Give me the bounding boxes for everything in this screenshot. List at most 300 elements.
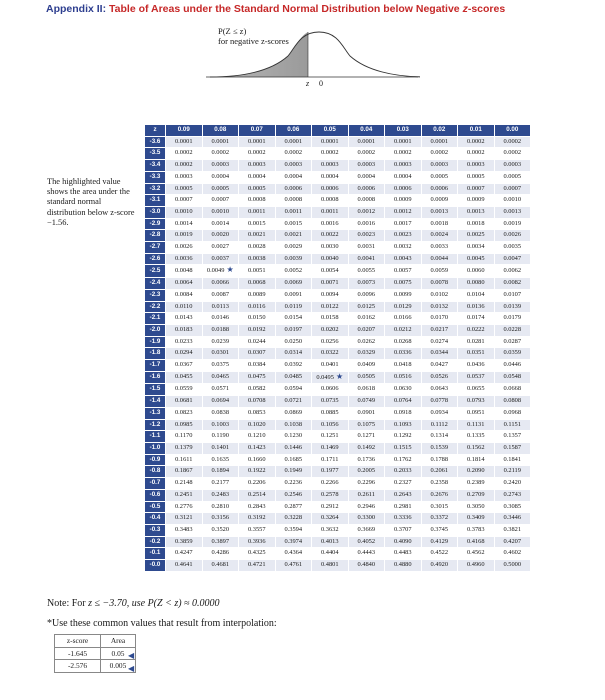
table-cell xyxy=(312,301,349,313)
table-cell xyxy=(166,407,203,419)
cell-value: 0.0004 xyxy=(393,172,412,180)
cell-value: 0.3594 xyxy=(284,525,303,533)
table-cell xyxy=(166,371,203,384)
table-cell xyxy=(421,407,458,419)
table-cell xyxy=(275,348,312,360)
table-cell xyxy=(312,454,349,466)
cell-value: 0.0228 xyxy=(503,325,522,333)
table-row xyxy=(145,313,531,325)
cell-value: 0.0250 xyxy=(284,337,303,345)
table-cell xyxy=(166,384,203,396)
cell-value: 0.3520 xyxy=(211,525,230,533)
cell-value: 0.1151 xyxy=(503,420,521,428)
cell-value: 0.3859 xyxy=(174,537,193,545)
cell-value: 0.0018 xyxy=(466,219,485,227)
table-cell xyxy=(166,171,203,183)
common-values-body xyxy=(55,647,136,672)
table-cell xyxy=(275,289,312,301)
z-row-label: -2.4 xyxy=(145,278,166,290)
table-cell xyxy=(275,230,312,242)
table-cell xyxy=(458,324,495,336)
cell-value: 0.1251 xyxy=(320,432,339,440)
z-row-label: -1.1 xyxy=(145,431,166,443)
z-row-label: -1.4 xyxy=(145,396,166,408)
table-cell xyxy=(494,324,531,336)
table-cell xyxy=(385,548,422,560)
z-row-label: -2.1 xyxy=(145,313,166,325)
area-cell: 0.005 xyxy=(101,660,136,673)
table-cell xyxy=(275,489,312,501)
cell-value: 0.0244 xyxy=(247,337,266,345)
table-cell xyxy=(421,371,458,384)
table-cell xyxy=(421,454,458,466)
cell-value: 0.0409 xyxy=(357,361,376,369)
cell-value: 0.0427 xyxy=(430,361,449,369)
table-cell xyxy=(239,253,276,265)
cell-value: 0.0003 xyxy=(393,161,412,169)
decimal-column-header: 0.01 xyxy=(458,125,495,137)
cell-value: 0.0044 xyxy=(430,254,449,262)
arrow-icon: ◀ xyxy=(128,664,135,673)
cell-value: 0.0047 xyxy=(503,254,522,262)
cell-value: 0.0013 xyxy=(430,207,449,215)
cell-value: 0.2090 xyxy=(466,467,485,475)
cell-value: 0.0003 xyxy=(320,161,339,169)
cell-value: 0.0721 xyxy=(284,397,303,405)
cell-value: 0.1020 xyxy=(247,420,266,428)
cell-value: 0.0032 xyxy=(393,243,412,251)
cell-value: 0.0256 xyxy=(320,337,339,345)
cell-value: 0.3336 xyxy=(393,514,412,522)
cell-value: 0.4286 xyxy=(211,549,230,557)
table-cell xyxy=(312,160,349,172)
table-cell xyxy=(202,206,239,218)
cell-value: 0.0287 xyxy=(503,337,522,345)
table-cell xyxy=(458,431,495,443)
cell-value: 0.0001 xyxy=(211,137,230,145)
z-row-label: -3.4 xyxy=(145,160,166,172)
z-row-label: -0.5 xyxy=(145,501,166,513)
table-cell xyxy=(275,466,312,478)
cell-value: 0.0668 xyxy=(503,385,522,393)
table-cell xyxy=(275,242,312,254)
table-cell xyxy=(458,218,495,230)
cell-value: 0.0951 xyxy=(466,408,485,416)
cell-value: 0.0040 xyxy=(320,254,339,262)
cell-value: 0.0002 xyxy=(393,149,412,157)
cell-value: 0.0618 xyxy=(357,385,376,393)
z-row-label: -1.3 xyxy=(145,407,166,419)
cell-value: 0.2005 xyxy=(357,467,376,475)
z-row-label: -0.7 xyxy=(145,478,166,490)
table-cell xyxy=(385,478,422,490)
highlight-note: The highlighted value shows the area under the standard normal distribution below z-score −1.56. xyxy=(47,177,135,227)
table-cell xyxy=(421,431,458,443)
cell-value: 0.0012 xyxy=(357,207,376,215)
table-cell xyxy=(202,536,239,548)
table-cell xyxy=(385,289,422,301)
cell-value: 0.0005 xyxy=(211,184,230,192)
cell-value: 0.0005 xyxy=(466,172,485,180)
cell-value: 0.1093 xyxy=(393,420,412,428)
table-cell xyxy=(494,265,531,278)
cell-value: 0.0057 xyxy=(393,266,412,274)
table-cell xyxy=(494,336,531,348)
table-cell xyxy=(202,560,239,572)
table-cell xyxy=(494,548,531,560)
cell-value: 0.0084 xyxy=(174,290,193,298)
table-cell xyxy=(239,301,276,313)
cell-value: 0.0006 xyxy=(284,184,303,192)
table-row xyxy=(55,660,136,673)
table-cell xyxy=(239,289,276,301)
table-cell xyxy=(494,206,531,218)
table-cell xyxy=(239,348,276,360)
table-cell xyxy=(385,466,422,478)
table-cell xyxy=(312,230,349,242)
table-cell xyxy=(202,513,239,525)
table-cell xyxy=(275,253,312,265)
cell-value: 0.0091 xyxy=(284,290,303,298)
table-cell xyxy=(348,407,385,419)
table-cell xyxy=(275,160,312,172)
table-cell xyxy=(494,218,531,230)
table-cell xyxy=(421,348,458,360)
cell-value: 0.2119 xyxy=(503,467,521,475)
table-cell xyxy=(312,360,349,372)
cell-value: 0.0985 xyxy=(174,420,193,428)
cell-value: 0.3669 xyxy=(357,525,376,533)
table-cell xyxy=(458,560,495,572)
cell-value: 0.4562 xyxy=(466,549,485,557)
cell-value: 0.1170 xyxy=(175,432,193,440)
cell-value: 0.0012 xyxy=(393,207,412,215)
table-cell xyxy=(494,536,531,548)
cell-value: 0.0485 xyxy=(284,373,303,381)
cell-value: 0.4840 xyxy=(357,561,376,569)
cell-value: 0.0002 xyxy=(247,149,266,157)
table-cell xyxy=(421,218,458,230)
curve-label xyxy=(218,26,289,46)
cell-value: 0.0002 xyxy=(357,149,376,157)
cell-value: 0.0179 xyxy=(503,314,522,322)
cell-value: 0.1685 xyxy=(284,455,303,463)
table-row xyxy=(145,442,531,454)
table-cell xyxy=(458,160,495,172)
cell-value: 0.0036 xyxy=(174,254,193,262)
table-row xyxy=(55,647,136,660)
cell-value: 0.1003 xyxy=(211,420,230,428)
table-cell xyxy=(494,489,531,501)
table-cell xyxy=(239,489,276,501)
cell-value: 0.0001 xyxy=(320,137,339,145)
table-cell xyxy=(166,289,203,301)
page-title xyxy=(46,3,505,15)
table-cell xyxy=(275,478,312,490)
table-cell xyxy=(421,396,458,408)
cell-value: 0.0094 xyxy=(320,290,339,298)
table-cell xyxy=(202,407,239,419)
cell-value: 0.0020 xyxy=(211,231,230,239)
table-cell xyxy=(166,253,203,265)
cell-value: 0.0001 xyxy=(174,137,193,145)
cell-value: 0.0004 xyxy=(357,172,376,180)
cell-value: 0.3085 xyxy=(503,502,522,510)
cell-value: 0.0003 xyxy=(357,161,376,169)
z-row-label: -3.1 xyxy=(145,195,166,207)
area-column-header: Area xyxy=(101,635,136,648)
cell-value: 0.0007 xyxy=(503,184,522,192)
table-cell xyxy=(312,501,349,513)
table-cell xyxy=(166,489,203,501)
cell-value: 0.2514 xyxy=(247,490,266,498)
table-cell xyxy=(348,206,385,218)
cell-value: 0.0934 xyxy=(430,408,449,416)
table-cell xyxy=(275,431,312,443)
cell-value: 0.0537 xyxy=(466,373,485,381)
table-cell xyxy=(458,253,495,265)
cell-value: 0.0001 xyxy=(357,137,376,145)
cell-value: 0.0548 xyxy=(503,373,522,381)
cell-value: 0.1210 xyxy=(247,432,266,440)
table-cell xyxy=(458,336,495,348)
cell-value: 0.4641 xyxy=(174,561,193,569)
cell-value: 0.2676 xyxy=(430,490,449,498)
cell-value: 0.0154 xyxy=(284,314,303,322)
cell-value: 0.1446 xyxy=(284,443,303,451)
table-cell xyxy=(421,278,458,290)
table-cell xyxy=(421,160,458,172)
table-cell xyxy=(494,195,531,207)
table-cell xyxy=(312,431,349,443)
z-table xyxy=(144,124,531,572)
area-cell: 0.05 xyxy=(101,647,136,660)
table-cell xyxy=(348,513,385,525)
cell-value: 0.0016 xyxy=(357,219,376,227)
cell-value: 0.1814 xyxy=(466,455,485,463)
table-cell xyxy=(202,195,239,207)
table-cell xyxy=(166,396,203,408)
table-cell xyxy=(312,206,349,218)
cell-value: 0.0015 xyxy=(284,219,303,227)
cell-value: 0.1271 xyxy=(357,432,376,440)
cell-value: 0.0024 xyxy=(430,231,449,239)
cell-value: 0.0158 xyxy=(320,314,339,322)
table-cell xyxy=(275,336,312,348)
table-cell xyxy=(385,336,422,348)
table-cell xyxy=(494,442,531,454)
table-cell xyxy=(166,536,203,548)
cell-value: 0.0019 xyxy=(174,231,193,239)
table-cell xyxy=(494,431,531,443)
table-cell xyxy=(312,289,349,301)
cell-value: 0.0212 xyxy=(393,325,412,333)
cell-value: 0.0344 xyxy=(430,349,449,357)
cell-value: 0.3936 xyxy=(247,537,266,545)
table-cell xyxy=(494,454,531,466)
cell-value: 0.0026 xyxy=(174,243,193,251)
table-cell xyxy=(312,466,349,478)
cell-value: 0.1977 xyxy=(320,467,339,475)
note-prefix: Note: For xyxy=(47,598,89,609)
table-cell xyxy=(458,478,495,490)
cell-value: 0.0002 xyxy=(174,149,193,157)
table-cell xyxy=(275,396,312,408)
table-cell xyxy=(275,371,312,384)
cell-value: 0.0375 xyxy=(211,361,230,369)
cell-value: 0.0027 xyxy=(211,243,230,251)
z-row-label: -1.9 xyxy=(145,336,166,348)
table-cell xyxy=(312,489,349,501)
table-cell xyxy=(421,265,458,278)
cell-value: 0.0002 xyxy=(174,161,193,169)
cell-value: 0.2877 xyxy=(284,502,303,510)
table-cell xyxy=(239,218,276,230)
table-cell xyxy=(312,171,349,183)
cell-value: 0.1562 xyxy=(466,443,485,451)
cell-value: 0.3821 xyxy=(503,525,522,533)
table-cell xyxy=(348,313,385,325)
cell-value: 0.0004 xyxy=(320,172,339,180)
cell-value: 0.0010 xyxy=(211,207,230,215)
table-cell xyxy=(421,513,458,525)
table-cell xyxy=(239,548,276,560)
cell-value: 0.1515 xyxy=(393,443,412,451)
cell-value: 0.0005 xyxy=(430,172,449,180)
cell-value: 0.0005 xyxy=(247,184,266,192)
table-cell xyxy=(494,242,531,254)
cell-value: 0.2546 xyxy=(284,490,303,498)
table-cell xyxy=(239,313,276,325)
cell-value: 0.3446 xyxy=(503,514,522,522)
cell-value: 0.2451 xyxy=(174,490,193,498)
cell-value: 0.3483 xyxy=(174,525,193,533)
cell-value: 0.0007 xyxy=(466,184,485,192)
table-cell xyxy=(458,454,495,466)
table-row xyxy=(145,230,531,242)
table-cell xyxy=(494,230,531,242)
table-cell xyxy=(166,478,203,490)
cell-value: 0.0823 xyxy=(174,408,193,416)
table-cell xyxy=(494,524,531,536)
table-cell xyxy=(348,336,385,348)
cell-value: 0.0314 xyxy=(284,349,303,357)
cell-value: 0.0455 xyxy=(174,373,193,381)
table-cell xyxy=(348,489,385,501)
cell-value: 0.4602 xyxy=(503,549,522,557)
table-cell xyxy=(312,265,349,278)
table-cell xyxy=(385,148,422,160)
table-cell xyxy=(166,160,203,172)
cell-value: 0.0268 xyxy=(393,337,412,345)
cell-value: 0.1611 xyxy=(175,455,193,463)
cell-value: 0.2327 xyxy=(393,479,412,487)
table-cell xyxy=(385,230,422,242)
table-row xyxy=(145,289,531,301)
table-cell xyxy=(421,313,458,325)
cell-value: 0.0322 xyxy=(320,349,339,357)
cell-value: 0.0004 xyxy=(284,172,303,180)
table-cell xyxy=(312,218,349,230)
z-column-header: z xyxy=(145,125,166,137)
table-row xyxy=(145,501,531,513)
table-cell xyxy=(239,466,276,478)
cell-value: 0.3228 xyxy=(284,514,303,522)
cell-value: 0.1469 xyxy=(320,443,339,451)
cell-value: 0.1587 xyxy=(503,443,522,451)
cell-value: 0.0049 xyxy=(206,267,225,275)
z-row-label: -1.5 xyxy=(145,384,166,396)
normal-curve-figure xyxy=(200,22,420,88)
cell-value: 0.0392 xyxy=(284,361,303,369)
table-row xyxy=(145,407,531,419)
cell-value: 0.2236 xyxy=(284,479,303,487)
cell-value: 0.2206 xyxy=(247,479,266,487)
cell-value: 0.3015 xyxy=(430,502,449,510)
cell-value: 0.0643 xyxy=(430,385,449,393)
table-cell xyxy=(275,324,312,336)
z-row-label: -0.2 xyxy=(145,536,166,548)
cell-value: 0.4052 xyxy=(357,537,376,545)
cell-value: 0.4880 xyxy=(393,561,412,569)
table-cell xyxy=(202,136,239,148)
cell-value: 0.4522 xyxy=(430,549,449,557)
table-cell xyxy=(275,407,312,419)
cell-value: 0.0125 xyxy=(357,302,376,310)
cell-value: 0.0005 xyxy=(174,184,193,192)
table-cell xyxy=(348,360,385,372)
table-cell xyxy=(202,148,239,160)
cell-value: 0.2578 xyxy=(320,490,339,498)
table-row xyxy=(145,548,531,560)
table-cell xyxy=(275,524,312,536)
table-cell xyxy=(275,136,312,148)
table-cell xyxy=(421,419,458,431)
table-cell xyxy=(202,478,239,490)
cell-value: 0.1423 xyxy=(247,443,266,451)
table-cell xyxy=(202,360,239,372)
table-cell xyxy=(458,360,495,372)
cell-value: 0.0071 xyxy=(320,279,339,287)
table-cell xyxy=(166,360,203,372)
cell-value: 0.0002 xyxy=(466,137,485,145)
cell-value: 0.0301 xyxy=(211,349,230,357)
cell-value: 0.0007 xyxy=(174,196,193,204)
cell-value: 0.0023 xyxy=(357,231,376,239)
table-cell xyxy=(166,548,203,560)
table-cell xyxy=(348,160,385,172)
table-cell xyxy=(202,313,239,325)
zscore-column-header: z-score xyxy=(55,635,101,648)
cell-value: 0.0694 xyxy=(211,397,230,405)
table-cell xyxy=(202,442,239,454)
cell-value: 0.0793 xyxy=(466,397,485,405)
table-cell xyxy=(239,195,276,207)
table-cell xyxy=(458,183,495,195)
cell-value: 0.0559 xyxy=(174,385,193,393)
table-row xyxy=(145,278,531,290)
zscore-cell: -2.576 xyxy=(55,660,101,673)
cell-value: 0.0446 xyxy=(503,361,522,369)
table-cell xyxy=(312,136,349,148)
table-row xyxy=(145,454,531,466)
cell-value: 0.2776 xyxy=(174,502,193,510)
table-cell xyxy=(348,265,385,278)
table-cell xyxy=(421,171,458,183)
cell-value: 0.1841 xyxy=(503,455,522,463)
table-cell xyxy=(421,253,458,265)
z-row-label: -1.0 xyxy=(145,442,166,454)
